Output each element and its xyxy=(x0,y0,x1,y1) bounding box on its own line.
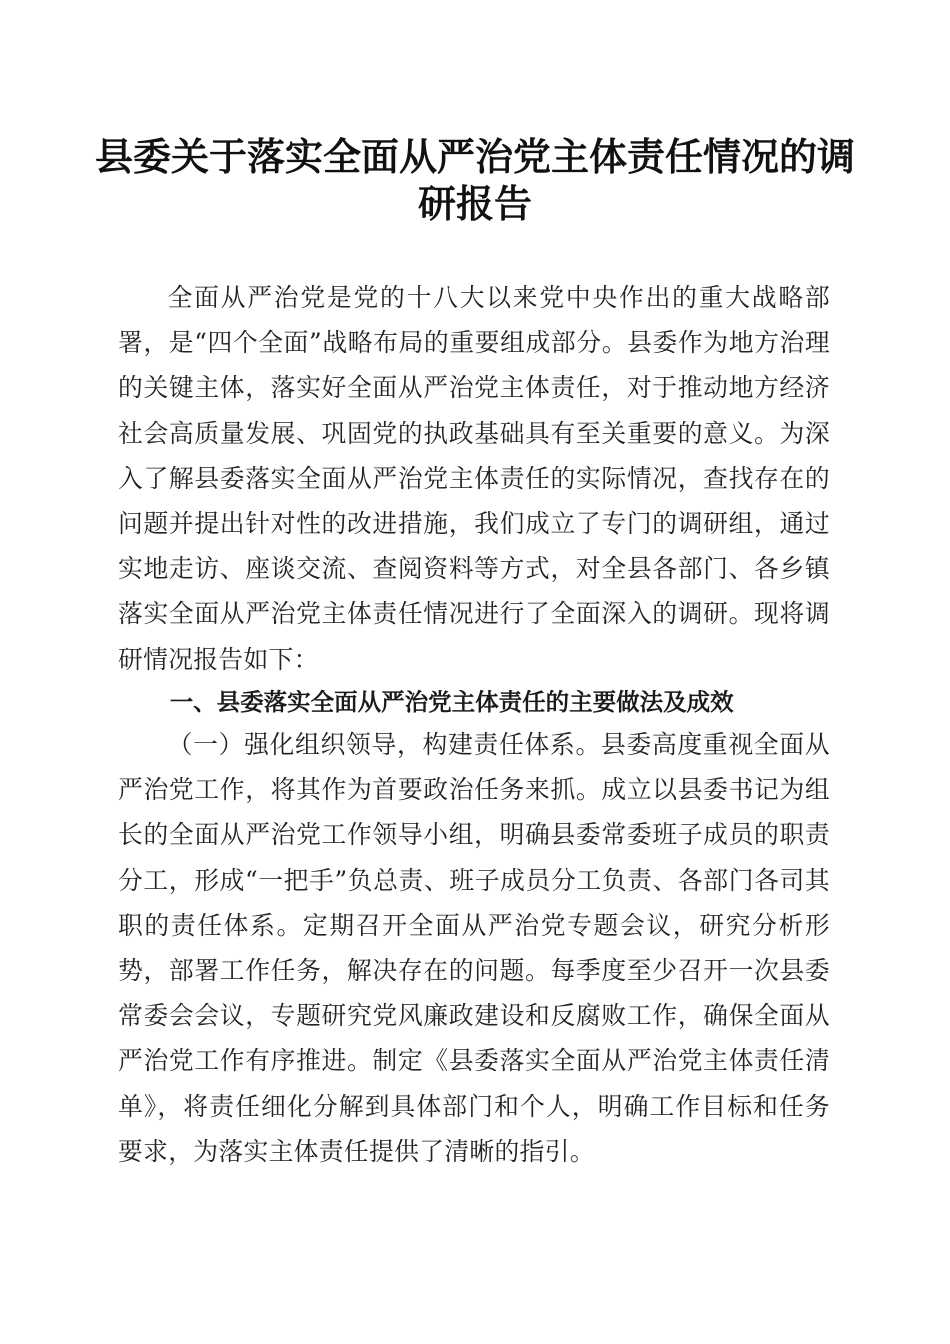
intro-paragraph: 全面从严治党是党的十八大以来党中央作出的重大战略部署，是“四个全面”战略布局的重要组成部分。县委作为地方治理的关键主体，落实好全面从严治党主体责任，对于推动地方经济社会高质量发展、巩固党的执政基础具有至关重要的意义。为深入了解县委落实全面从严治党主体责任的实际情况，查找存在的问题并提出针对性的改进措施，我们成立了专门的调研组，通过实地走访、座谈交流、查阅资料等方式，对全县各部门、各乡镇落实全面从严治党主体责任情况进行了全面深入的调研。现将调研情况报告如下： xyxy=(118,283,830,674)
subsection-paragraph: （一）强化组织领导，构建责任体系。县委高度重视全面从严治党工作，将其作为首要政治任务来抓。成立以县委书记为组长的全面从严治党工作领导小组，明确县委常委班子成员的职责分工，形成“一把手”负总责、班子成员分工负责、各部门各司其职的责任体系。定期召开全面从严治党专题会议，研究分析形势，部署工作任务，解决存在的问题。每季度至少召开一次县委常委会会议，专题研究党风廉政建设和反腐败工作，确保全面从严治党工作有序推进。制定《县委落实全面从严治党主体责任清单》，将责任细化分解到具体部门和个人，明确工作目标和任务要求，为落实主体责任提供了清晰的指引。 xyxy=(118,730,830,1166)
document-title: 县委关于落实全面从严治党主体责任情况的调研报告 xyxy=(94,134,855,226)
section-heading: 一、县委落实全面从严治党主体责任的主要做法及成效 xyxy=(169,688,734,716)
